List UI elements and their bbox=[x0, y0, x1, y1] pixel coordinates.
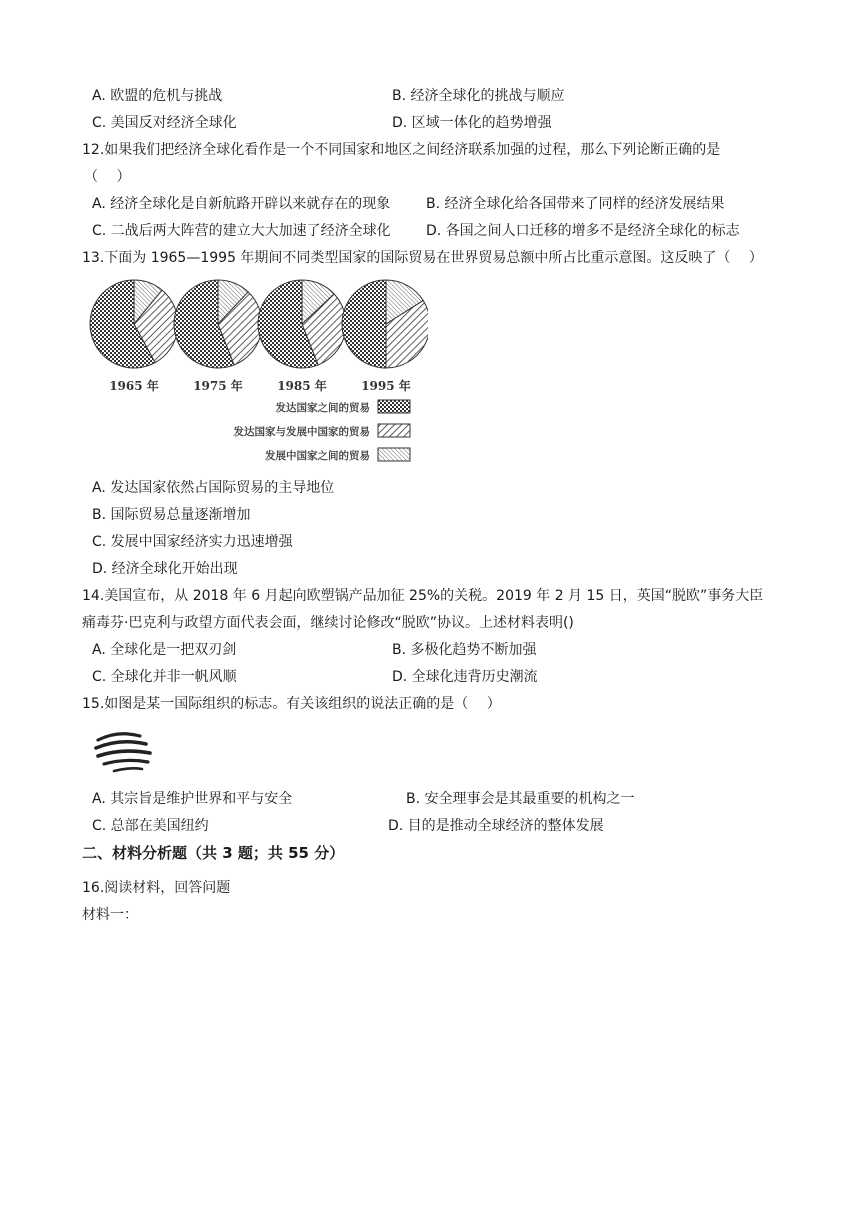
q11-option-b: B. 经济全球化的挑战与顺应 bbox=[392, 88, 565, 104]
legend-label-1: 发达国家与发展中国家的贸易 bbox=[233, 426, 370, 438]
q15-option-d: D. 目的是推动全球经济的整体发展 bbox=[388, 818, 604, 834]
legend-swatch-2 bbox=[378, 448, 410, 461]
legend-swatch-0 bbox=[378, 400, 410, 413]
pie-year-label: 1965 年 bbox=[109, 379, 159, 393]
q13-option-d: D. 经济全球化开始出现 bbox=[92, 561, 238, 577]
pie-year-label: 1995 年 bbox=[361, 379, 411, 393]
q11-option-c: C. 美国反对经济全球化 bbox=[92, 115, 237, 131]
q15-option-a: A. 其宗旨是维护世界和平与安全 bbox=[92, 791, 293, 807]
q12-option-b: B. 经济全球化给各国带来了同样的经济发展结果 bbox=[426, 196, 725, 212]
q12-stem: 12.如果我们把经济全球化看作是一个不同国家和地区之间经济联系加强的过程，那么下列论断正确的是 bbox=[82, 142, 721, 158]
pie-year-label: 1985 年 bbox=[277, 379, 327, 393]
q13-option-b: B. 国际贸易总量逐渐增加 bbox=[92, 507, 251, 523]
q14-option-d: D. 全球化违背历史潮流 bbox=[392, 669, 538, 685]
q14-stem: 14.美国宣布，从 2018 年 6 月起向欧塑锅产品加征 25%的关税。2019 年 2 月 15 日，英国“脱欧”事务大臣 bbox=[82, 588, 764, 604]
legend-label-0: 发达国家之间的贸易 bbox=[275, 402, 370, 414]
pie-year-label: 1975 年 bbox=[193, 379, 243, 393]
q15-option-c: C. 总部在美国纽约 bbox=[92, 818, 209, 834]
q13-stem: 13.下面为 1965—1995 年期间不同类型国家的国际贸易在世界贸易总额中所占比重示意图。这反映了（ ） bbox=[82, 250, 763, 266]
legend-label-2: 发展中国家之间的贸易 bbox=[265, 450, 370, 462]
q16-material-label: 材料一： bbox=[82, 907, 138, 923]
pie-chart-svg bbox=[88, 278, 428, 470]
q14-option-c: C. 全球化并非一帆风顺 bbox=[92, 669, 237, 685]
q16-stem: 16.阅读材料，回答问题 bbox=[82, 880, 231, 896]
q14-stem-line2: 痛毒芬·巴克利与政望方面代表会面，继续讨论修改“脱欧”协议。上述材料表明() bbox=[82, 615, 574, 631]
q14-option-a: A. 全球化是一把双刃剑 bbox=[92, 642, 237, 658]
pie-slice-1995-0 bbox=[342, 280, 386, 368]
section-heading: 二、材料分析题（共 3 题；共 55 分） bbox=[82, 844, 345, 862]
trade-pie-charts bbox=[88, 278, 428, 470]
q14-option-b: B. 多极化趋势不断加强 bbox=[392, 642, 537, 658]
q13-option-a: A. 发达国家依然占国际贸易的主导地位 bbox=[92, 480, 335, 496]
wto-logo-icon bbox=[88, 726, 168, 778]
q11-option-d: D. 区域一体化的趋势增强 bbox=[392, 115, 552, 131]
q12-option-c: C. 二战后两大阵营的建立大大加速了经济全球化 bbox=[92, 223, 391, 239]
q12-option-d: D. 各国之间人口迁移的增多不是经济全球化的标志 bbox=[426, 223, 740, 239]
q15-stem: 15.如图是某一国际组织的标志。有关该组织的说法正确的是（ ） bbox=[82, 696, 501, 712]
q12-option-a: A. 经济全球化是自新航路开辟以来就存在的现象 bbox=[92, 196, 391, 212]
q12-stem-bracket: （ ） bbox=[84, 169, 131, 185]
q15-option-b: B. 安全理事会是其最重要的机构之一 bbox=[406, 791, 635, 807]
legend-swatch-1 bbox=[378, 424, 410, 437]
q11-option-a: A. 欧盟的危机与挑战 bbox=[92, 88, 223, 104]
q13-option-c: C. 发展中国家经济实力迅速增强 bbox=[92, 534, 293, 550]
